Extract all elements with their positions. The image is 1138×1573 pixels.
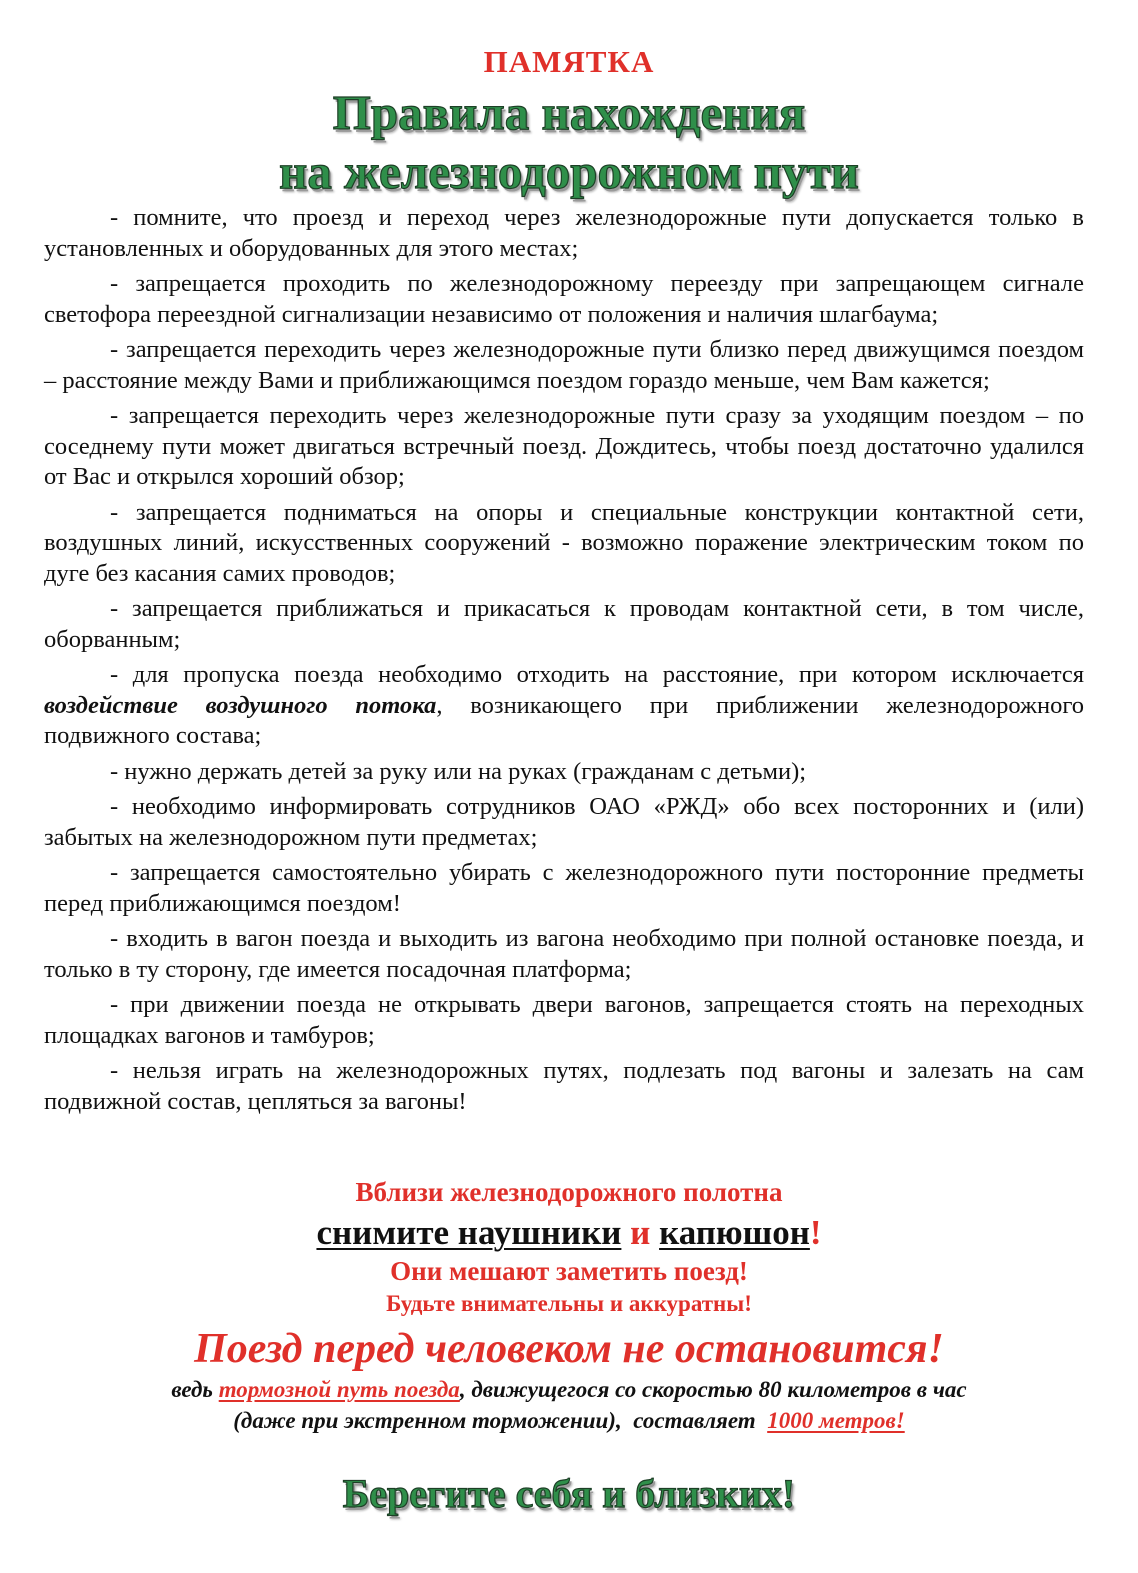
rule-item: - входить в вагон поезда и выходить из вагона необходимо при полной остановке поезда, и только в ту сторону, где имеется посадочная платформа; — [44, 925, 1084, 983]
rules-list — [44, 203, 1084, 1122]
rule-item: - запрещается проходить по железнодорожному переезду при запрещающем сигнале светофора переездной сигнализации независимо от положения и наличия шлагбаума; — [44, 270, 1084, 328]
braking-line-2 — [0, 1408, 1138, 1434]
rule-item: - нельзя играть на железнодорожных путях, подлезать под вагоны и залезать на сам подвижной состав, цепляться за вагоны! — [44, 1057, 1084, 1115]
rule-item: - при движении поезда не открывать двери вагонов, запрещается стоять на переходных площадках вагонов и тамбуров; — [44, 991, 1084, 1049]
braking-line-2-text: (даже при экстренном торможении), составляет — [233, 1408, 768, 1433]
rule-emphasis: воздействие воздушного потока — [44, 691, 437, 719]
rule-item: - необходимо информировать сотрудников ОАО «РЖД» обо всех посторонних и (или) забытых на железнодорожном пути предметах; — [44, 793, 1084, 851]
headphones-text: снимите наушники — [316, 1213, 622, 1252]
be-careful-text: Будьте внимательны и аккуратны! — [386, 1291, 752, 1316]
rule-item: - запрещается переходить через железнодорожные пути близко перед движущимся поездом – расстояние между Вами и приближающимся поездом гораздо меньше, чем Вам кажется; — [44, 336, 1084, 394]
braking-prefix: ведь — [171, 1377, 219, 1402]
hood-text: капюшон — [659, 1213, 810, 1252]
braking-rest: , движущегося со скоростью 80 километров в час — [459, 1377, 967, 1402]
rule-item — [44, 660, 1084, 752]
train-wont-stop-heading: Поезд перед человеком не остановится! — [194, 1326, 944, 1372]
rule-item: - запрещается подниматься на опоры и специальные конструкции контактной сети, воздушных линий, искусственных сооружений - возможно поражение электрическим током по дуге без касания самих проводов; — [44, 498, 1084, 587]
remove-headphones-line — [0, 1213, 1138, 1253]
take-care-heading: Берегите себя и близких! — [342, 1471, 796, 1516]
rule-text: - для пропуска поезда необходимо отходить на расстояние, при котором исключается — [110, 661, 1084, 688]
braking-line-1 — [0, 1377, 1138, 1403]
title-line-1: Правила нахождения — [332, 85, 806, 140]
braking-distance-term: тормозной путь поезда — [218, 1377, 460, 1402]
they-hinder-text: Они мешают заметить поезд! — [390, 1256, 748, 1286]
rule-item: - помните, что проезд и переход через железнодорожные пути допускается только в установленных и оборудованных для этого местах; — [44, 204, 1084, 262]
rule-item: - нужно держать детей за руку или на руках (гражданам с детьми); — [110, 757, 807, 785]
title-line-2: на железнодорожном пути — [279, 144, 859, 199]
rule-item: - запрещается самостоятельно убирать с железнодорожного пути посторонние предметы перед приближающимся поездом! — [44, 859, 1084, 917]
and-text: и — [621, 1213, 660, 1252]
rule-text: , возникающего при приближении железнодорожного подвижного состава; — [44, 691, 1085, 749]
distance-value: 1000 метров! — [767, 1408, 905, 1433]
rule-item: - запрещается переходить через железнодорожные пути сразу за уходящим поездом – по соседнему пути может двигаться встречный поезд. Дождитесь, чтобы поезд достаточно удалился от Вас и открылся хороший обзор; — [44, 402, 1084, 490]
near-rail-heading: Вблизи железнодорожного полотна — [355, 1177, 783, 1207]
memo-label: ПАМЯТКА — [483, 44, 655, 79]
rule-item: - запрещается приближаться и прикасаться к проводам контактной сети, в том числе, оборванным; — [44, 595, 1084, 653]
exclaim-text: ! — [809, 1213, 822, 1252]
